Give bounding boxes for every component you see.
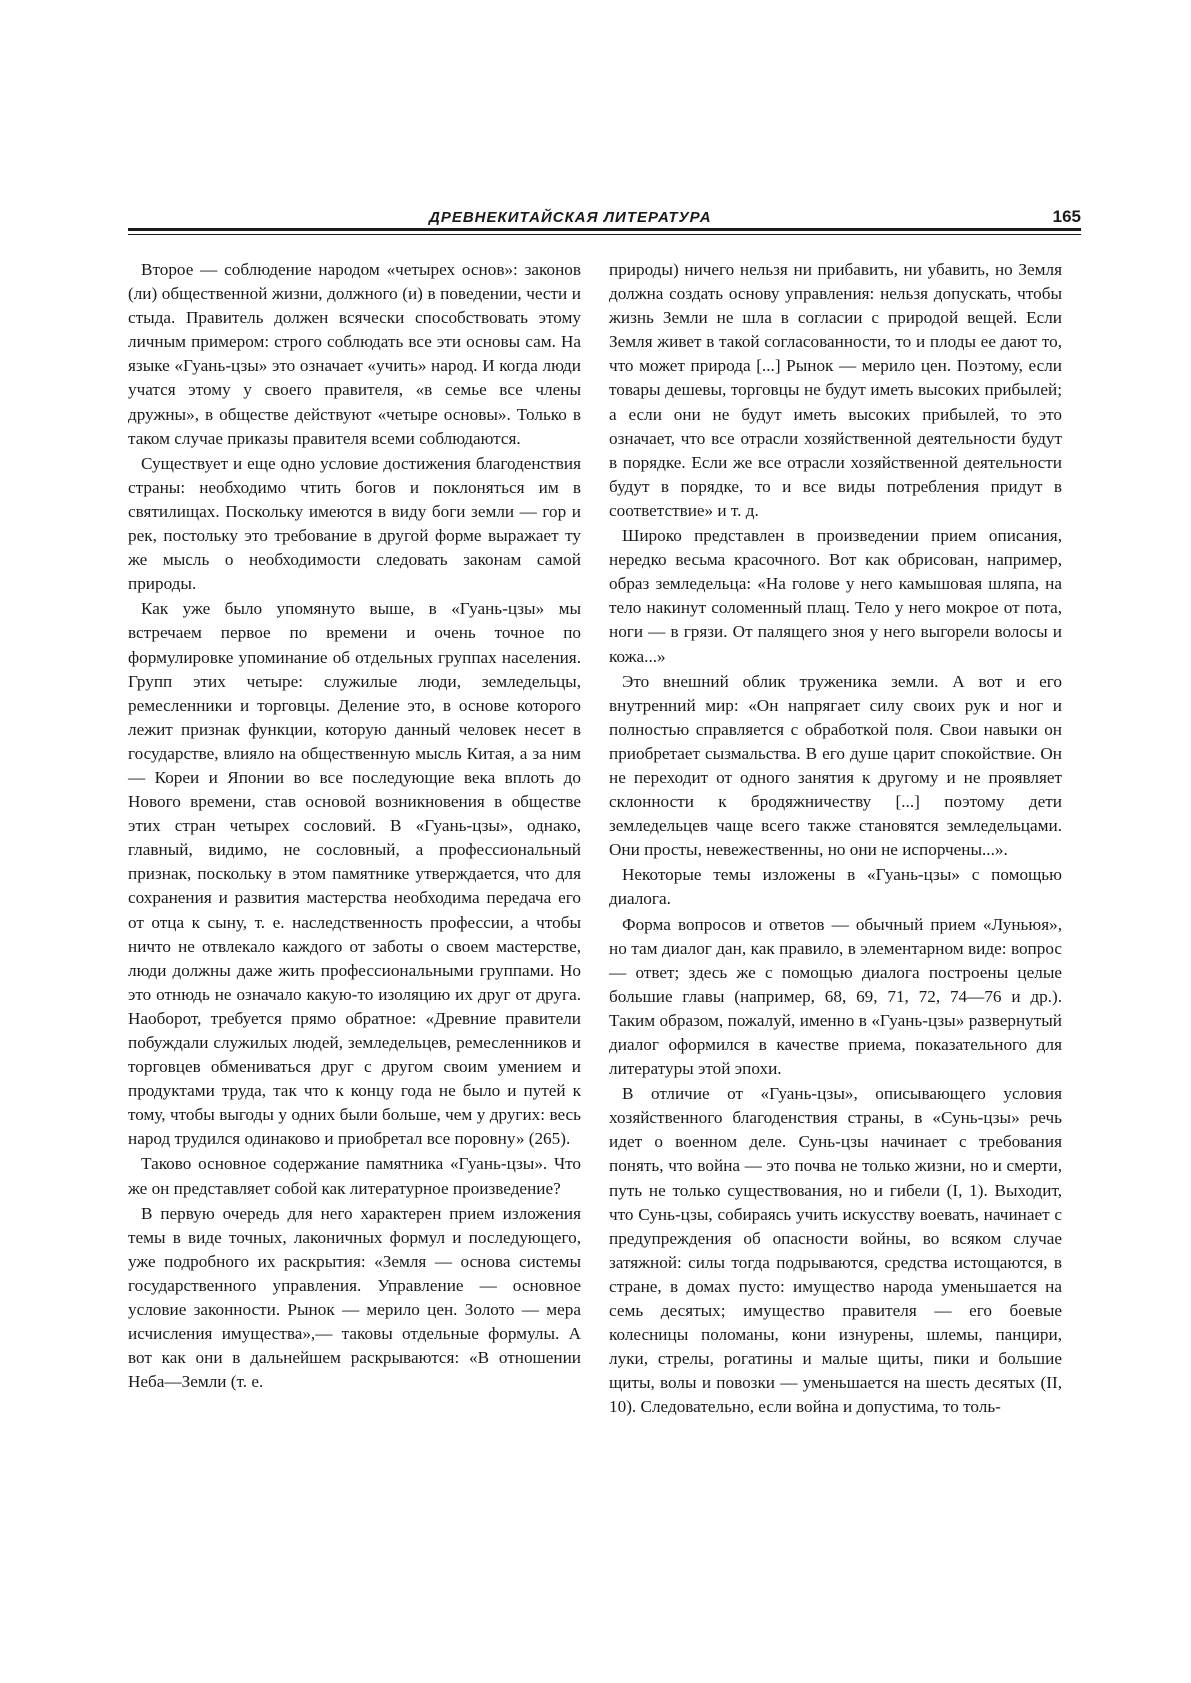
paragraph-continuation: природы) ничего нельзя ни прибавить, ни убавить, но Земля должна создать основу управления: нельзя допускать, чтобы жизнь Земли не шла в согласии с природой вещей. Если Земля живет в такой согласованности, то и плоды ее дают то, что может природа [...] Рынок — мерило цен. Поэтому, если товары дешевы, торговцы не будут иметь высоких прибылей; а если они не будут иметь высоких прибылей, то это означает, что все отрасли хозяйственной деятельности будут в порядке. Если же все отрасли хозяйственной деятельности будут в порядке, то и все виды потребления придут в соответствие» и т. д. <box>609 260 1062 520</box>
paragraph: Как уже было упомянуто выше, в «Гуань-цзы» мы встречаем первое по времени и очень точное по формулировке упоминание об отдельных группах населения. Групп этих четыре: служилые люди, земледельцы, ремесленники и торговцы. Деление это, в основе которого лежит признак функции, которую данный человек несет в государстве, влияло на общественную мысль Китая, а за ним — Кореи и Японии во все последующие века вплоть до Нового времени, став основой возникновения в обществе этих стран четырех сословий. В «Гуань-цзы», однако, главный, видимо, не сословный, а профессиональный признак, поскольку в этом памятнике утверждается, что для сохранения и развития мастерства необходима передача его от отца к сыну, т. е. наследственность профессии, а чтобы ничто не отвлекало каждого от заботы о своем мастерстве, люди должны даже жить профессиональными группами. Но это отнюдь не означало какую-то изоляцию их друг от друга. Наоборот, требуется прямо обратное: «Древние правители побуждали служилых людей, земледельцев, ремесленников и торговцев обмениваться друг с другом своим умением и продуктами труда, так что к концу года не было и путей к тому, чтобы выгоды у одних были больше, чем у других: весь народ трудился одинаково и приобретал все поровну» (265). <box>128 599 581 1149</box>
left-column <box>128 258 581 1394</box>
paragraph: Форма вопросов и ответов — обычный прием «Луньюя», но там диалог дан, как правило, в элементарном виде: вопрос — ответ; здесь же с помощью диалога построены целые большие главы (например, 68, 69, 71, 72, 74—76 и др.). Таким образом, пожалуй, именно в «Гуань-цзы» развернутый диалог оформился в качестве приема, показательного для литературы этой эпохи. <box>609 914 1062 1079</box>
header-rule-thin <box>128 234 1081 235</box>
page-number: 165 <box>1052 207 1081 226</box>
paragraph: В отличие от «Гуань-цзы», описывающего условия хозяйственного благоденствия страны, в «Сунь-цзы» речь идет о военном деле. Сунь-цзы начинает с требования понять, что война — это почва не только жизни, но и смерти, путь не только существования, но и гибели (I, 1). Выходит, что Сунь-цзы, собираясь учить искусству воевать, начинает с предупреждения об опасности войны, во всяком случае затяжной: силы тогда подрываются, средства истощаются, в стране, в домах пусто: имущество народа уменьшается на семь десятых; имущество правителя — его боевые колесницы поломаны, кони изнурены, шлемы, панцири, луки, стрелы, рогатины и малые щиты, пики и большие щиты, волы и повозки — уменьшается на шесть десятых (II, 10). Следовательно, если война и допустима, то толь- <box>609 1084 1062 1417</box>
running-title: ДРЕВНЕКИТАЙСКАЯ ЛИТЕРАТУРА <box>429 209 712 226</box>
paragraph: Существует и еще одно условие достижения благоденствия страны: необходимо чтить богов и поклоняться им в святилищах. Поскольку имеются в виду боги земли — гор и рек, постольку это требование в другой форме выражает ту же мысль о необходимости следовать законам самой природы. <box>128 453 581 594</box>
paragraph: В первую очередь для него характерен прием изложения темы в виде точных, лаконичных формул и последующего, уже подробного их раскрытия: «Земля — основа системы государственного управления. Управление — основное условие законности. Рынок — мерило цен. Золото — мера исчисления имущества»,— таковы отдельные формулы. А вот как они в дальнейшем раскрываются: «В отношении Неба—Земли (т. е. <box>128 1203 581 1392</box>
paragraph: Таково основное содержание памятника «Гуань-цзы». Что же он представляет собой как литературное произведение? <box>128 1154 581 1198</box>
paragraph: Широко представлен в произведении прием описания, нередко весьма красочного. Вот как обрисован, например, образ земледельца: «На голове у него камышовая шляпа, на тело накинут соломенный плащ. Тело у него мокрое от пота, ноги — в грязи. От палящего зноя у него выгорели волосы и кожа...» <box>609 526 1062 666</box>
paragraph: Это внешний облик труженика земли. А вот и его внутренний мир: «Он напрягает силу своих рук и ног и полностью справляется с обработкой поля. Свои навыки он приобретает сызмальства. В его душе царит спокойствие. Он не переходит от одного занятия к другому и не проявляет склонности к бродяжничеству [...] поэтому дети земледельцев чаще всего также становятся земледельцами. Они просты, невежественны, но они не испорчены...». <box>609 671 1062 860</box>
header-rule-thick <box>128 228 1081 231</box>
paragraph: Второе — соблюдение народом «четырех основ»: законов (ли) общественной жизни, должного (и) в поведении, чести и стыда. Правитель должен всячески способствовать этому личным примером: строго соблюдать все эти основы сам. На языке «Гуань-цзы» это означает «учить» народ. И когда люди учатся этому у своего правителя, «в семье все члены дружны», в обществе действуют «четыре основы». Только в таком случае приказы правителя всеми соблюдаются. <box>128 260 581 448</box>
right-column <box>609 258 1062 1420</box>
paragraph: Некоторые темы изложены в «Гуань-цзы» с помощью диалога. <box>609 865 1062 909</box>
